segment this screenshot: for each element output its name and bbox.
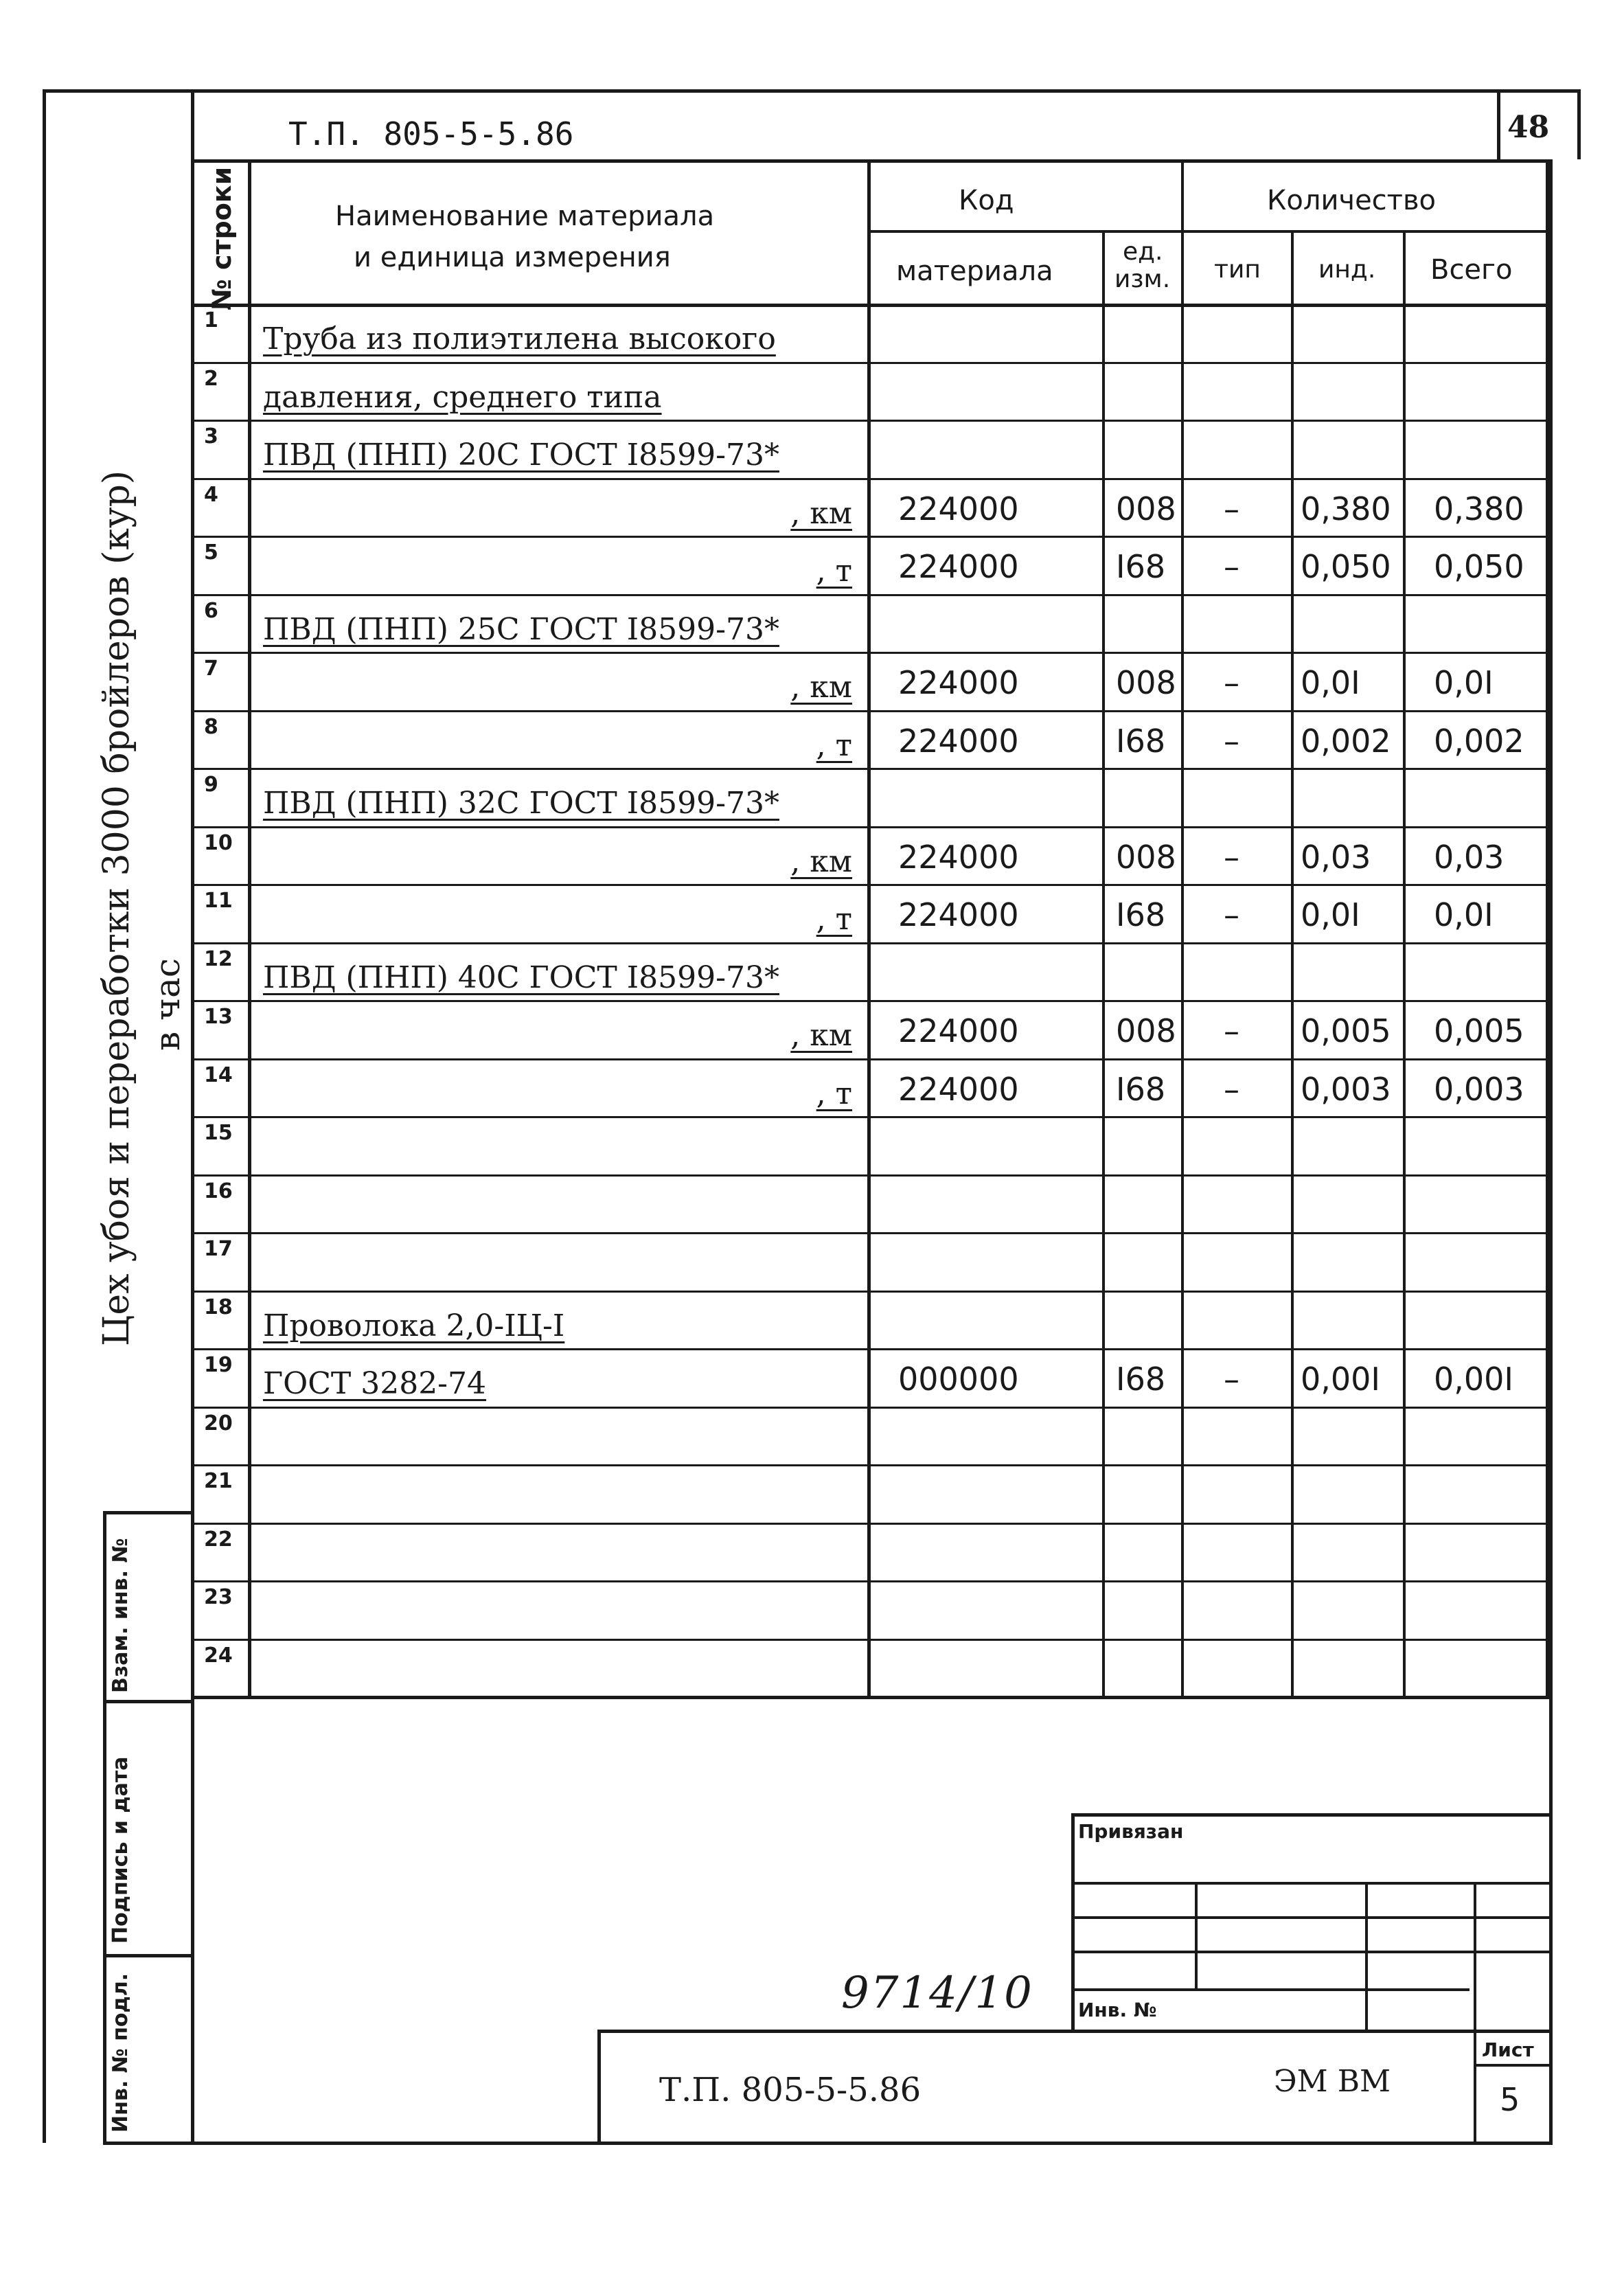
row-name: давления, среднего типа [263, 379, 662, 415]
top-page-number: 48 [1507, 110, 1550, 145]
bound-label: Привязан [1078, 1820, 1184, 1843]
row-number: 24 [204, 1643, 233, 1668]
row-total: 0,002 [1434, 722, 1524, 760]
row-name: , км [790, 843, 852, 879]
row-name: , т [816, 902, 852, 937]
row-name: ПВД (ПНП) 32С ГОСТ I8599-73* [263, 786, 779, 821]
row-total: 0,0I [1434, 664, 1494, 701]
stamp-sep-3 [103, 1954, 192, 1957]
table-row [194, 536, 1546, 594]
row-code: 224000 [898, 664, 1019, 701]
row-unit: 008 [1116, 838, 1176, 876]
stamp-vzam: Взам. инв. № [108, 1538, 133, 1693]
tb-row-2 [1071, 1916, 1552, 1919]
materials-table [191, 159, 1549, 1699]
header-quantity: Количество [1267, 185, 1437, 216]
row-ind: 0,005 [1301, 1012, 1391, 1049]
row-total: 0,0I [1434, 896, 1494, 933]
row-number: 4 [204, 482, 218, 507]
row-total: 0,003 [1434, 1070, 1524, 1108]
header-name-line2: и единица измерения [354, 242, 671, 273]
row-number: 14 [204, 1063, 233, 1087]
row-type: – [1224, 490, 1239, 527]
bottom-document-code: Т.П. 805-5-5.86 [659, 2071, 922, 2109]
row-ind: 0,0I [1301, 664, 1360, 701]
row-number: 2 [204, 366, 218, 391]
row-total: 0,380 [1434, 490, 1524, 527]
row-type: – [1224, 838, 1239, 876]
table-row [194, 1348, 1546, 1407]
frame-right-line [1549, 159, 1553, 2143]
header-quantity-ind: инд. [1318, 255, 1376, 284]
row-total: 0,050 [1434, 548, 1524, 585]
bottom-section-code: ЭМ ВМ [1274, 2064, 1391, 2099]
row-name: , т [816, 1076, 852, 1111]
row-type: – [1224, 722, 1239, 760]
table-row [194, 1639, 1546, 1697]
row-unit: I68 [1116, 1070, 1166, 1108]
row-unit: 008 [1116, 664, 1176, 701]
frame-left-line [43, 89, 46, 2143]
row-ind: 0,00I [1301, 1361, 1380, 1398]
tb-bottom-left-line [597, 2030, 601, 2143]
row-code: 224000 [898, 838, 1019, 876]
tb-col-1 [1195, 1882, 1198, 1988]
row-type: – [1224, 664, 1239, 701]
header-code-unit-1: ед. [1123, 238, 1163, 266]
side-title-line1: Цех убоя и переработки 3000 бройлеров (кур) [96, 470, 137, 1346]
sheet-number: 5 [1500, 2081, 1520, 2118]
row-unit: I68 [1116, 548, 1166, 585]
frame-top-line [43, 89, 1581, 93]
row-type: – [1224, 1361, 1239, 1398]
row-type: – [1224, 548, 1239, 585]
row-number: 5 [204, 541, 218, 565]
tb-bottom-top-line [597, 2030, 1552, 2033]
row-number: 15 [204, 1121, 233, 1145]
row-number: 21 [204, 1469, 233, 1493]
row-name: , км [790, 1018, 852, 1053]
row-number: 16 [204, 1179, 233, 1203]
row-number: 20 [204, 1411, 233, 1435]
row-code: 224000 [898, 722, 1019, 760]
header-quantity-type: тип [1214, 255, 1261, 284]
inv-label: Инв. № [1078, 1999, 1157, 2021]
row-ind: 0,380 [1301, 490, 1391, 527]
header-quantity-sub-line [1181, 230, 1546, 233]
table-row [194, 1291, 1546, 1349]
table-row [194, 1174, 1546, 1233]
header-name-line1: Наименование материала [335, 201, 715, 232]
row-number: 23 [204, 1585, 233, 1609]
row-unit: I68 [1116, 1361, 1166, 1398]
row-type: – [1224, 1070, 1239, 1108]
header-code-material: материала [896, 255, 1053, 287]
row-code: 224000 [898, 490, 1019, 527]
row-type: – [1224, 1012, 1239, 1049]
row-number: 3 [204, 424, 218, 448]
row-code: 224000 [898, 548, 1019, 585]
row-name: , т [816, 554, 852, 589]
row-ind: 0,003 [1301, 1070, 1391, 1108]
row-number: 19 [204, 1353, 233, 1377]
table-row [194, 1407, 1546, 1465]
handwritten-reference: 9714/10 [841, 1968, 1033, 2019]
row-code: 224000 [898, 1012, 1019, 1049]
stamp-sep-2 [103, 1700, 192, 1703]
frame-right-top-line [1577, 89, 1581, 159]
row-number: 9 [204, 773, 218, 797]
row-code: 224000 [898, 1070, 1019, 1108]
row-ind: 0,002 [1301, 722, 1391, 760]
page-box-divider [1497, 89, 1500, 159]
row-number: 1 [204, 308, 218, 332]
table-row [194, 1464, 1546, 1523]
stamp-sep-1 [103, 1511, 192, 1514]
tb-row-3 [1071, 1951, 1552, 1953]
table-row [194, 1000, 1546, 1058]
row-name: , км [790, 495, 852, 531]
table-row [194, 420, 1546, 478]
tb-sheet-divider [1474, 2030, 1476, 2143]
row-type: – [1224, 896, 1239, 933]
table-row [194, 594, 1546, 652]
row-number: 17 [204, 1237, 233, 1261]
table-row [194, 478, 1546, 536]
header-row-number: № строки [207, 166, 237, 310]
row-name: Труба из полиэтилена высокого [263, 321, 776, 356]
tb-top-line [1071, 1813, 1552, 1817]
row-code: 224000 [898, 896, 1019, 933]
header-code: Код [959, 185, 1014, 216]
table-row [194, 1523, 1546, 1581]
row-number: 13 [204, 1005, 233, 1029]
stamp-inv-podl: Инв. № подл. [108, 1973, 133, 2133]
row-name: ПВД (ПНП) 40С ГОСТ I8599-73* [263, 959, 779, 995]
row-unit: I68 [1116, 722, 1166, 760]
row-total: 0,03 [1434, 838, 1505, 876]
tb-sheet-label-line [1474, 2064, 1552, 2067]
stamp-column-line [103, 1511, 106, 2143]
header-code-unit-2: изм. [1114, 265, 1171, 293]
row-code: 000000 [898, 1361, 1019, 1398]
row-total: 0,005 [1434, 1012, 1524, 1049]
row-number: 12 [204, 946, 233, 971]
row-number: 6 [204, 598, 218, 623]
side-title-line2: в час [148, 958, 187, 1051]
row-ind: 0,050 [1301, 548, 1391, 585]
top-document-code: Т.П. 805-5-5.86 [288, 115, 574, 152]
row-name: ПВД (ПНП) 25С ГОСТ I8599-73* [263, 611, 779, 647]
tb-col-2 [1365, 1882, 1368, 2030]
tb-row-4 [1071, 1988, 1469, 1991]
table-row [194, 1580, 1546, 1639]
table-row [194, 884, 1546, 942]
row-name: Проволока 2,0-IЦ-I [263, 1308, 565, 1343]
frame-bottom-line [103, 2142, 1553, 2145]
table-row [194, 768, 1546, 826]
row-ind: 0,0I [1301, 896, 1360, 933]
stamp-podpis: Подпись и дата [108, 1756, 133, 1944]
row-number: 10 [204, 830, 233, 855]
header-quantity-total: Всего [1430, 254, 1513, 286]
row-name: , км [790, 670, 852, 705]
row-unit: 008 [1116, 490, 1176, 527]
table-row [194, 362, 1546, 420]
row-number: 7 [204, 657, 218, 681]
row-number: 18 [204, 1295, 233, 1319]
table-row [194, 652, 1546, 710]
tb-left-line [1071, 1813, 1075, 2033]
row-unit: 008 [1116, 1012, 1176, 1049]
table-row [194, 1116, 1546, 1174]
row-unit: I68 [1116, 896, 1166, 933]
row-name: ПВД (ПНП) 20С ГОСТ I8599-73* [263, 438, 779, 473]
tb-row-1 [1071, 1882, 1552, 1885]
row-number: 8 [204, 714, 218, 739]
row-name: ГОСТ 3282-74 [263, 1366, 487, 1401]
row-total: 0,00I [1434, 1361, 1513, 1398]
row-number: 11 [204, 889, 233, 913]
table-row [194, 826, 1546, 885]
tb-col-3 [1474, 1882, 1476, 2030]
table-row [194, 304, 1546, 362]
table-row [194, 710, 1546, 769]
table-row [194, 1232, 1546, 1291]
row-ind: 0,03 [1301, 838, 1371, 876]
table-row [194, 942, 1546, 1001]
row-name: , т [816, 727, 852, 763]
header-code-sub-line [867, 230, 1181, 233]
row-number: 22 [204, 1527, 233, 1552]
sheet-label: Лист [1482, 2038, 1534, 2061]
table-row [194, 1058, 1546, 1117]
